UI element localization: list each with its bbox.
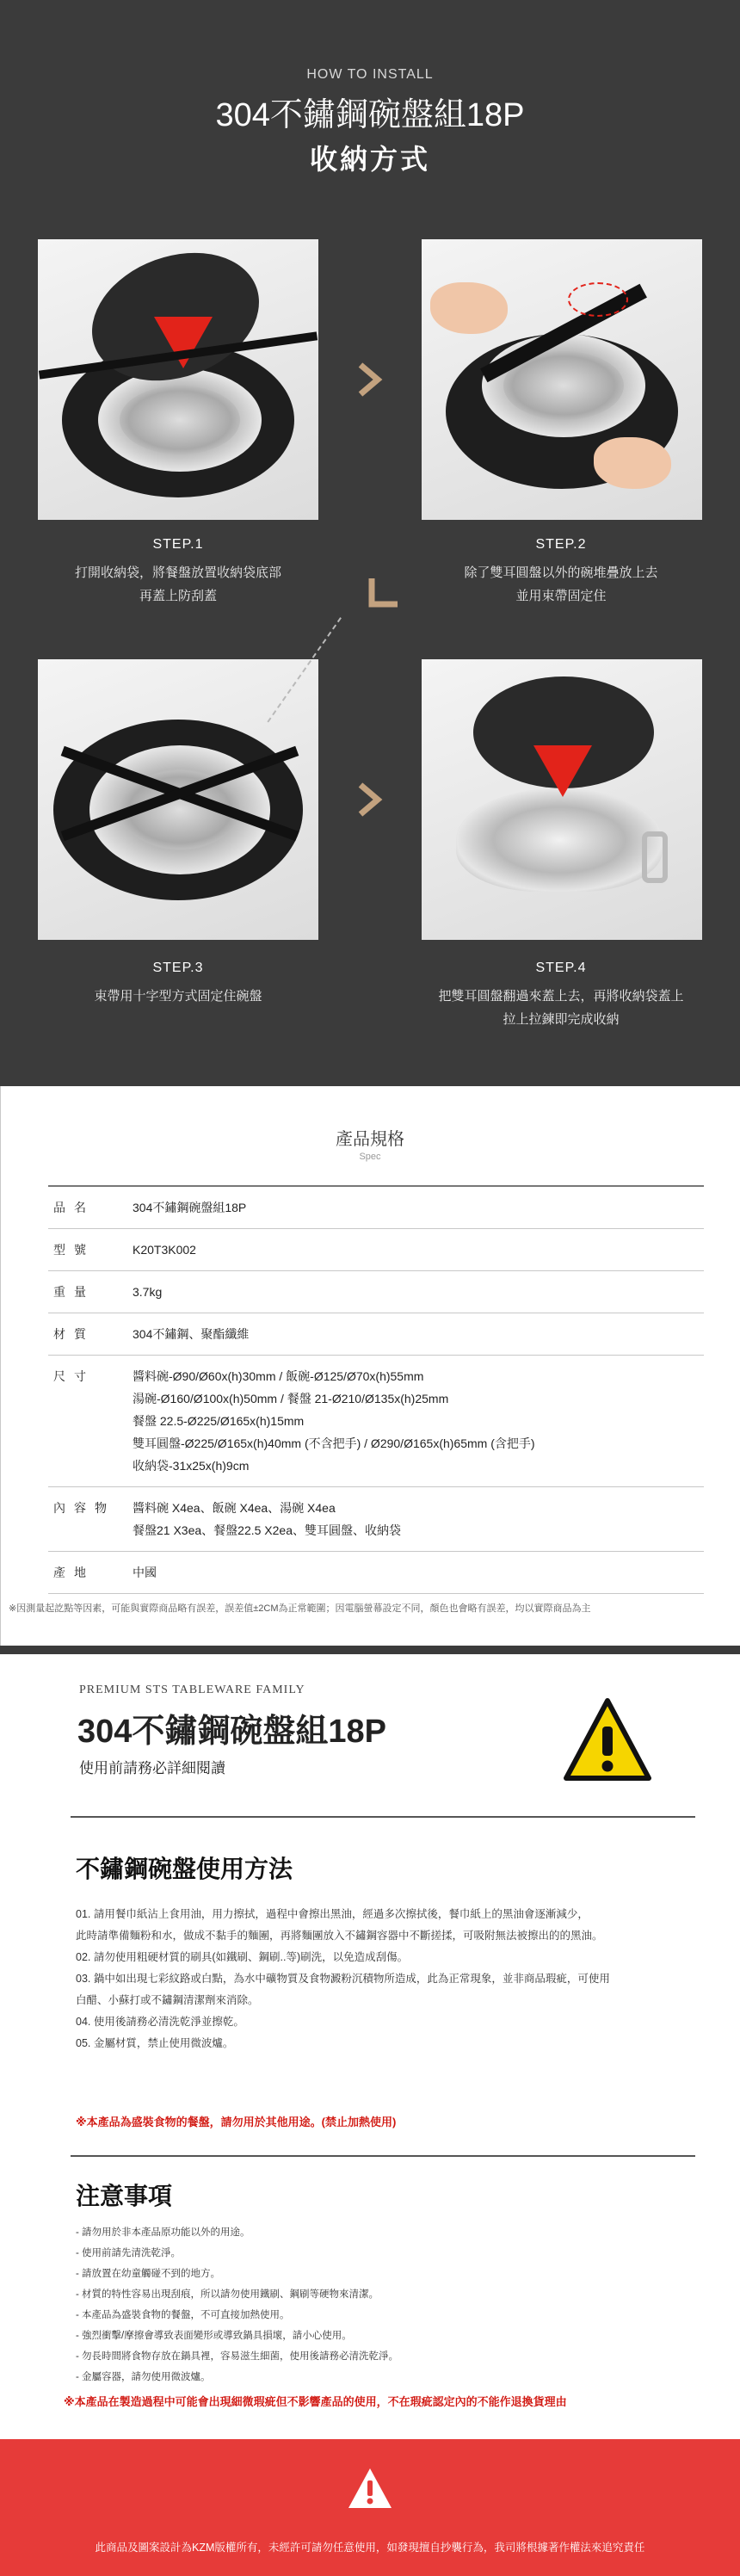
- list-item: 此時請準備麵粉和水，做成不黏手的麵團，再將麵團放入不鏽鋼容器中不斷搓揉，可吸附無法被擦出的的黑油。: [76, 1930, 603, 1942]
- spec-row: [48, 1271, 704, 1313]
- spec-value: [133, 1313, 704, 1356]
- chevron-right-icon: [350, 780, 390, 819]
- step1-caption: [6, 537, 350, 608]
- install-section: [0, 0, 740, 1086]
- spec-key: 內容物: [53, 1501, 115, 1515]
- spec-key: 產地: [53, 1566, 95, 1579]
- spec-value: [133, 1356, 704, 1487]
- step4-caption: [389, 961, 733, 1031]
- warning-icon: [563, 1696, 652, 1785]
- spec-value-line: 醬料碗 X4ea、飯碗 X4ea、湯碗 X4ea: [133, 1501, 336, 1515]
- step-desc: 再蓋上防刮蓋: [139, 589, 217, 603]
- spec-value-line: 304不鏽鋼碗盤組18P: [133, 1201, 247, 1214]
- step3-photo: [38, 659, 318, 940]
- list-item: 白醋、小蘇打或不鏽鋼清潔劑來消除。: [76, 1994, 259, 2006]
- measurement-note: ※因測量起訖點等因素，可能與實際商品略有誤差，誤差值±2CM為正常範圍；因電腦螢幕設定不同，顏色也會略有誤差，均以實際商品為主: [9, 1603, 591, 1614]
- step-desc: 束帶用十字型方式固定住碗盤: [94, 989, 262, 1004]
- install-title: 304不鏽鋼碗盤組18P: [215, 97, 525, 133]
- divider: [71, 2155, 695, 2157]
- spec-value: [133, 1487, 704, 1552]
- spec-subtitle: Spec: [359, 1152, 381, 1162]
- usage-title: 不鏽鋼碗盤使用方法: [76, 1856, 293, 1882]
- warning-text: ※本產品為盛裝食物的餐盤，請勿用於其他用途。(禁止加熱使用): [76, 2116, 397, 2128]
- how-to-install-label: HOW TO INSTALL: [306, 67, 434, 82]
- spec-key: 尺寸: [53, 1369, 95, 1383]
- step1-photo: [38, 239, 318, 520]
- list-item: - 使用前請先清洗乾淨。: [76, 2248, 182, 2258]
- manual-section: [0, 1646, 740, 2439]
- list-item: 03. 鍋中如出現七彩紋路或白點，為水中礦物質及食物澱粉沉積物所造成，此為正常現象，並非商品瑕疵，可使用: [76, 1973, 610, 1985]
- spec-row: [48, 1356, 704, 1487]
- step4-photo: [422, 659, 702, 940]
- list-item: 02. 請勿使用粗硬材質的刷具(如鐵刷、鋼刷..等)刷洗，以免造成刮傷。: [76, 1951, 409, 1963]
- manual-title: 304不鏽鋼碗盤組18P: [77, 1714, 387, 1750]
- spec-table: [48, 1185, 704, 1594]
- list-item: - 勿長時間將食物存放在鍋具裡，容易滋生細菌，使用後請務必清洗乾淨。: [76, 2351, 399, 2362]
- spec-value-line: K20T3K002: [133, 1243, 196, 1257]
- usage-list: [76, 1904, 712, 2054]
- step-desc: 把雙耳圓盤翻過來蓋上去，再將收納袋蓋上: [438, 989, 684, 1004]
- defect-notice: ※本產品在製造過程中可能會出現細微瑕疵但不影響產品的使用，不在瑕疵認定內的不能作退換貨理由: [64, 2395, 567, 2408]
- step-desc: 拉上拉鍊即完成收納: [503, 1012, 620, 1027]
- copyright-footer: [0, 2439, 740, 2576]
- list-item: 05. 金屬材質，禁止使用微波爐。: [76, 2037, 234, 2049]
- spec-key: 重量: [53, 1285, 95, 1299]
- divider: [0, 1086, 1, 1646]
- spec-value-line: 湯碗-Ø160/Ø100x(h)50mm / 餐盤 21-Ø210/Ø135x(h)25mm: [133, 1392, 449, 1405]
- list-item: - 強烈衝擊/摩擦會導致表面變形或導致鍋具損壞，請小心使用。: [76, 2331, 352, 2341]
- spec-value-line: 收納袋-31x25x(h)9cm: [133, 1459, 250, 1473]
- spec-key: 型號: [53, 1243, 95, 1257]
- spec-row: [48, 1186, 704, 1229]
- spec-value: [133, 1186, 704, 1229]
- spec-row: [48, 1313, 704, 1356]
- brand-line: PREMIUM STS TABLEWARE FAMILY: [79, 1683, 305, 1696]
- spec-row: [48, 1487, 704, 1552]
- caution-title: 注意事項: [76, 2183, 173, 2209]
- copyright-text: 此商品及圖案設計為KZM版權所有，未經許可請勿任意使用，如發現擅自抄襲行為，我司將根據著作權法來追究責任: [95, 2542, 645, 2554]
- step2-photo: [422, 239, 702, 520]
- list-item: - 請勿用於非本產品原功能以外的用途。: [76, 2227, 250, 2238]
- spec-key: 材質: [53, 1327, 95, 1341]
- spec-title: 產品規格: [336, 1130, 404, 1149]
- step-desc: 打開收納袋，將餐盤放置收納袋底部: [74, 565, 281, 580]
- install-subtitle: 收納方式: [309, 144, 430, 175]
- step-desc: 並用束帶固定住: [515, 589, 607, 603]
- step-number: STEP.2: [535, 537, 587, 552]
- step-number: STEP.1: [152, 537, 204, 552]
- spec-row: [48, 1229, 704, 1271]
- spec-key: 品名: [53, 1201, 95, 1214]
- list-item: - 請放置在幼童觸碰不到的地方。: [76, 2269, 221, 2279]
- list-item: - 本產品為盛裝食物的餐盤，不可直接加熱使用。: [76, 2310, 290, 2320]
- spec-value-line: 醬料碗-Ø90/Ø60x(h)30mm / 飯碗-Ø125/Ø70x(h)55mm: [133, 1369, 424, 1383]
- spec-row: [48, 1552, 704, 1594]
- spec-value: [133, 1271, 704, 1313]
- step2-caption: [389, 537, 733, 608]
- step3-caption: [6, 961, 350, 1008]
- divider: [0, 1646, 740, 1654]
- spec-section: [0, 1086, 740, 1646]
- manual-read-notice: 使用前請務必詳細閱讀: [79, 1760, 225, 1776]
- spec-value: [133, 1552, 704, 1594]
- spec-value-line: 餐盤 22.5-Ø225/Ø165x(h)15mm: [133, 1414, 305, 1428]
- step-number: STEP.3: [152, 961, 204, 975]
- warning-icon: [347, 2465, 393, 2511]
- list-item: 01. 請用餐巾紙沾上食用油，用力擦拭，過程中會擦出黑油，經過多次擦拭後，餐巾紙上的黑油會逐漸減少，: [76, 1908, 589, 1920]
- step-number: STEP.4: [535, 961, 587, 975]
- divider: [71, 1816, 695, 1818]
- chevron-right-icon: [350, 360, 390, 399]
- spec-value-line: 中國: [133, 1566, 157, 1579]
- spec-value: [133, 1229, 704, 1271]
- list-item: - 金屬容器，請勿使用微波爐。: [76, 2372, 211, 2382]
- spec-value-line: 304不鏽鋼、聚酯纖維: [133, 1327, 250, 1341]
- caution-list: [76, 2222, 695, 2388]
- spec-value-line: 雙耳圓盤-Ø225/Ø165x(h)40mm (不含把手) / Ø290/Ø165x(h)65mm (含把手): [133, 1436, 535, 1450]
- spec-value-line: 3.7kg: [133, 1285, 163, 1299]
- step-desc: 除了雙耳圓盤以外的碗堆疊放上去: [464, 565, 658, 580]
- list-item: - 材質的特性容易出現刮痕，所以請勿使用鐵刷、鋼刷等硬物來清潔。: [76, 2289, 379, 2300]
- list-item: 04. 使用後請務必清洗乾淨並擦乾。: [76, 2016, 244, 2028]
- spec-value-line: 餐盤21 X3ea、餐盤22.5 X2ea、雙耳圓盤、收納袋: [133, 1523, 401, 1537]
